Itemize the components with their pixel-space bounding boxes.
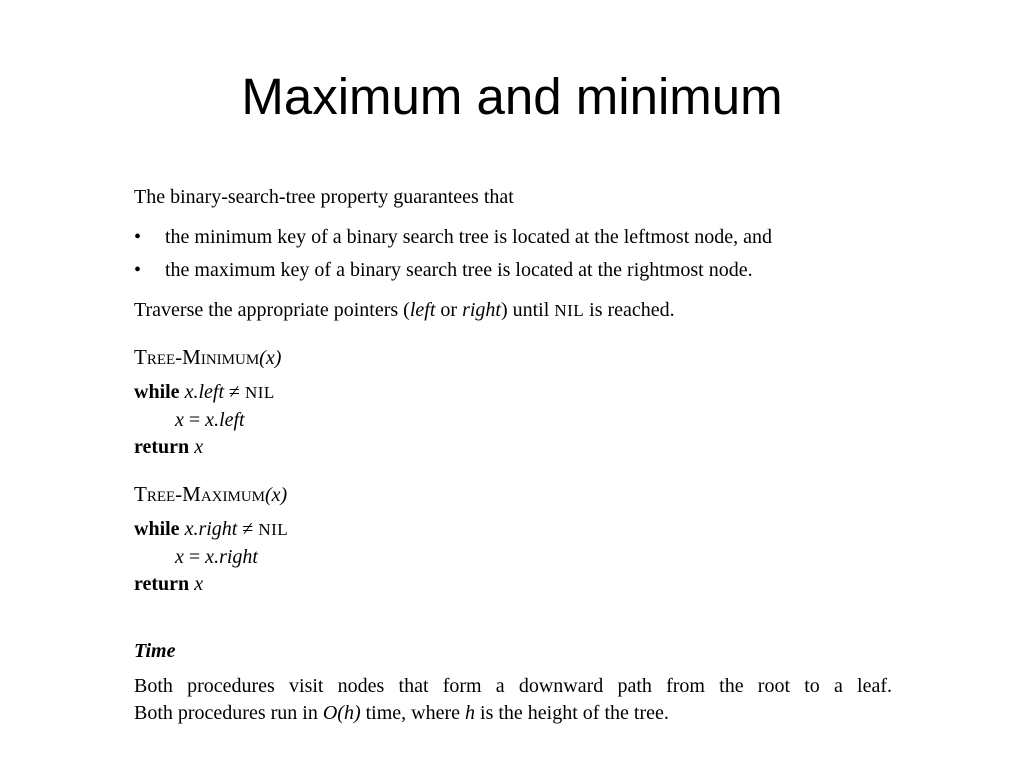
procedure-param: (x) — [265, 484, 288, 506]
traverse-middle: ) until — [500, 299, 555, 321]
time-line-2-before: Both procedures run in — [134, 702, 323, 724]
procedure-param: (x) — [259, 347, 282, 369]
not-equal-symbol: ≠ — [242, 518, 254, 540]
condition-field: .left — [193, 381, 224, 403]
tree-maximum-while-line — [134, 517, 288, 542]
assign-lhs: x — [175, 546, 184, 568]
time-line-1: Both procedures visit nodes that form a downward path from the root to a leaf. — [134, 675, 892, 697]
tree-maximum-header — [134, 482, 287, 507]
assign-symbol: = — [188, 546, 201, 568]
return-var: x — [194, 573, 204, 595]
procedure-name: Tree-Maximum — [134, 482, 265, 506]
bullet-text: the minimum key of a binary search tree is located at the leftmost node, and — [165, 226, 773, 248]
traverse-left: left — [409, 299, 436, 321]
return-keyword: return — [134, 436, 190, 458]
bullet-symbol: • — [134, 259, 142, 281]
assign-var: x — [205, 546, 215, 568]
assign-var: x — [205, 409, 215, 431]
tree-minimum-header — [134, 345, 281, 370]
tree-minimum-body-line — [175, 408, 245, 432]
tree-minimum-while-line — [134, 380, 275, 405]
traverse-before: Traverse the appropriate pointers ( — [134, 299, 410, 321]
time-line-2 — [134, 701, 669, 725]
time-line-2-after: is the height of the tree. — [475, 702, 669, 724]
procedure-name: Tree-Minimum — [134, 345, 260, 369]
assign-field: .right — [214, 546, 258, 568]
time-heading: Time — [134, 640, 176, 662]
tree-minimum-return-line — [134, 435, 203, 459]
traverse-sentence — [134, 298, 675, 323]
condition-var: x — [184, 518, 194, 540]
condition-var: x — [184, 381, 194, 403]
condition-field: .right — [193, 518, 238, 540]
while-keyword: while — [134, 518, 180, 540]
traverse-right: right — [462, 299, 501, 321]
assign-symbol: = — [188, 409, 201, 431]
nil-constant: NIL — [258, 520, 289, 539]
bullet-symbol: • — [134, 226, 142, 248]
assign-field: .left — [214, 409, 245, 431]
return-keyword: return — [134, 573, 190, 595]
traverse-after: is reached. — [584, 299, 675, 321]
bullet-text: the maximum key of a binary search tree is located at the rightmost node. — [165, 259, 753, 281]
height-variable: h — [465, 702, 476, 724]
nil-constant: NIL — [244, 383, 275, 402]
tree-maximum-return-line — [134, 572, 203, 596]
return-var: x — [194, 436, 204, 458]
assign-lhs: x — [175, 409, 184, 431]
nil-constant: NIL — [554, 301, 585, 320]
slide-title: Maximum and minimum — [241, 68, 783, 125]
time-line-2-middle: time, where — [360, 702, 466, 724]
big-o-expression: O(h) — [322, 702, 361, 724]
intro-text: The binary-search-tree property guarantees that — [134, 186, 514, 208]
not-equal-symbol: ≠ — [229, 381, 240, 403]
tree-maximum-body-line — [175, 545, 258, 569]
traverse-or: or — [435, 299, 463, 321]
while-keyword: while — [134, 381, 180, 403]
